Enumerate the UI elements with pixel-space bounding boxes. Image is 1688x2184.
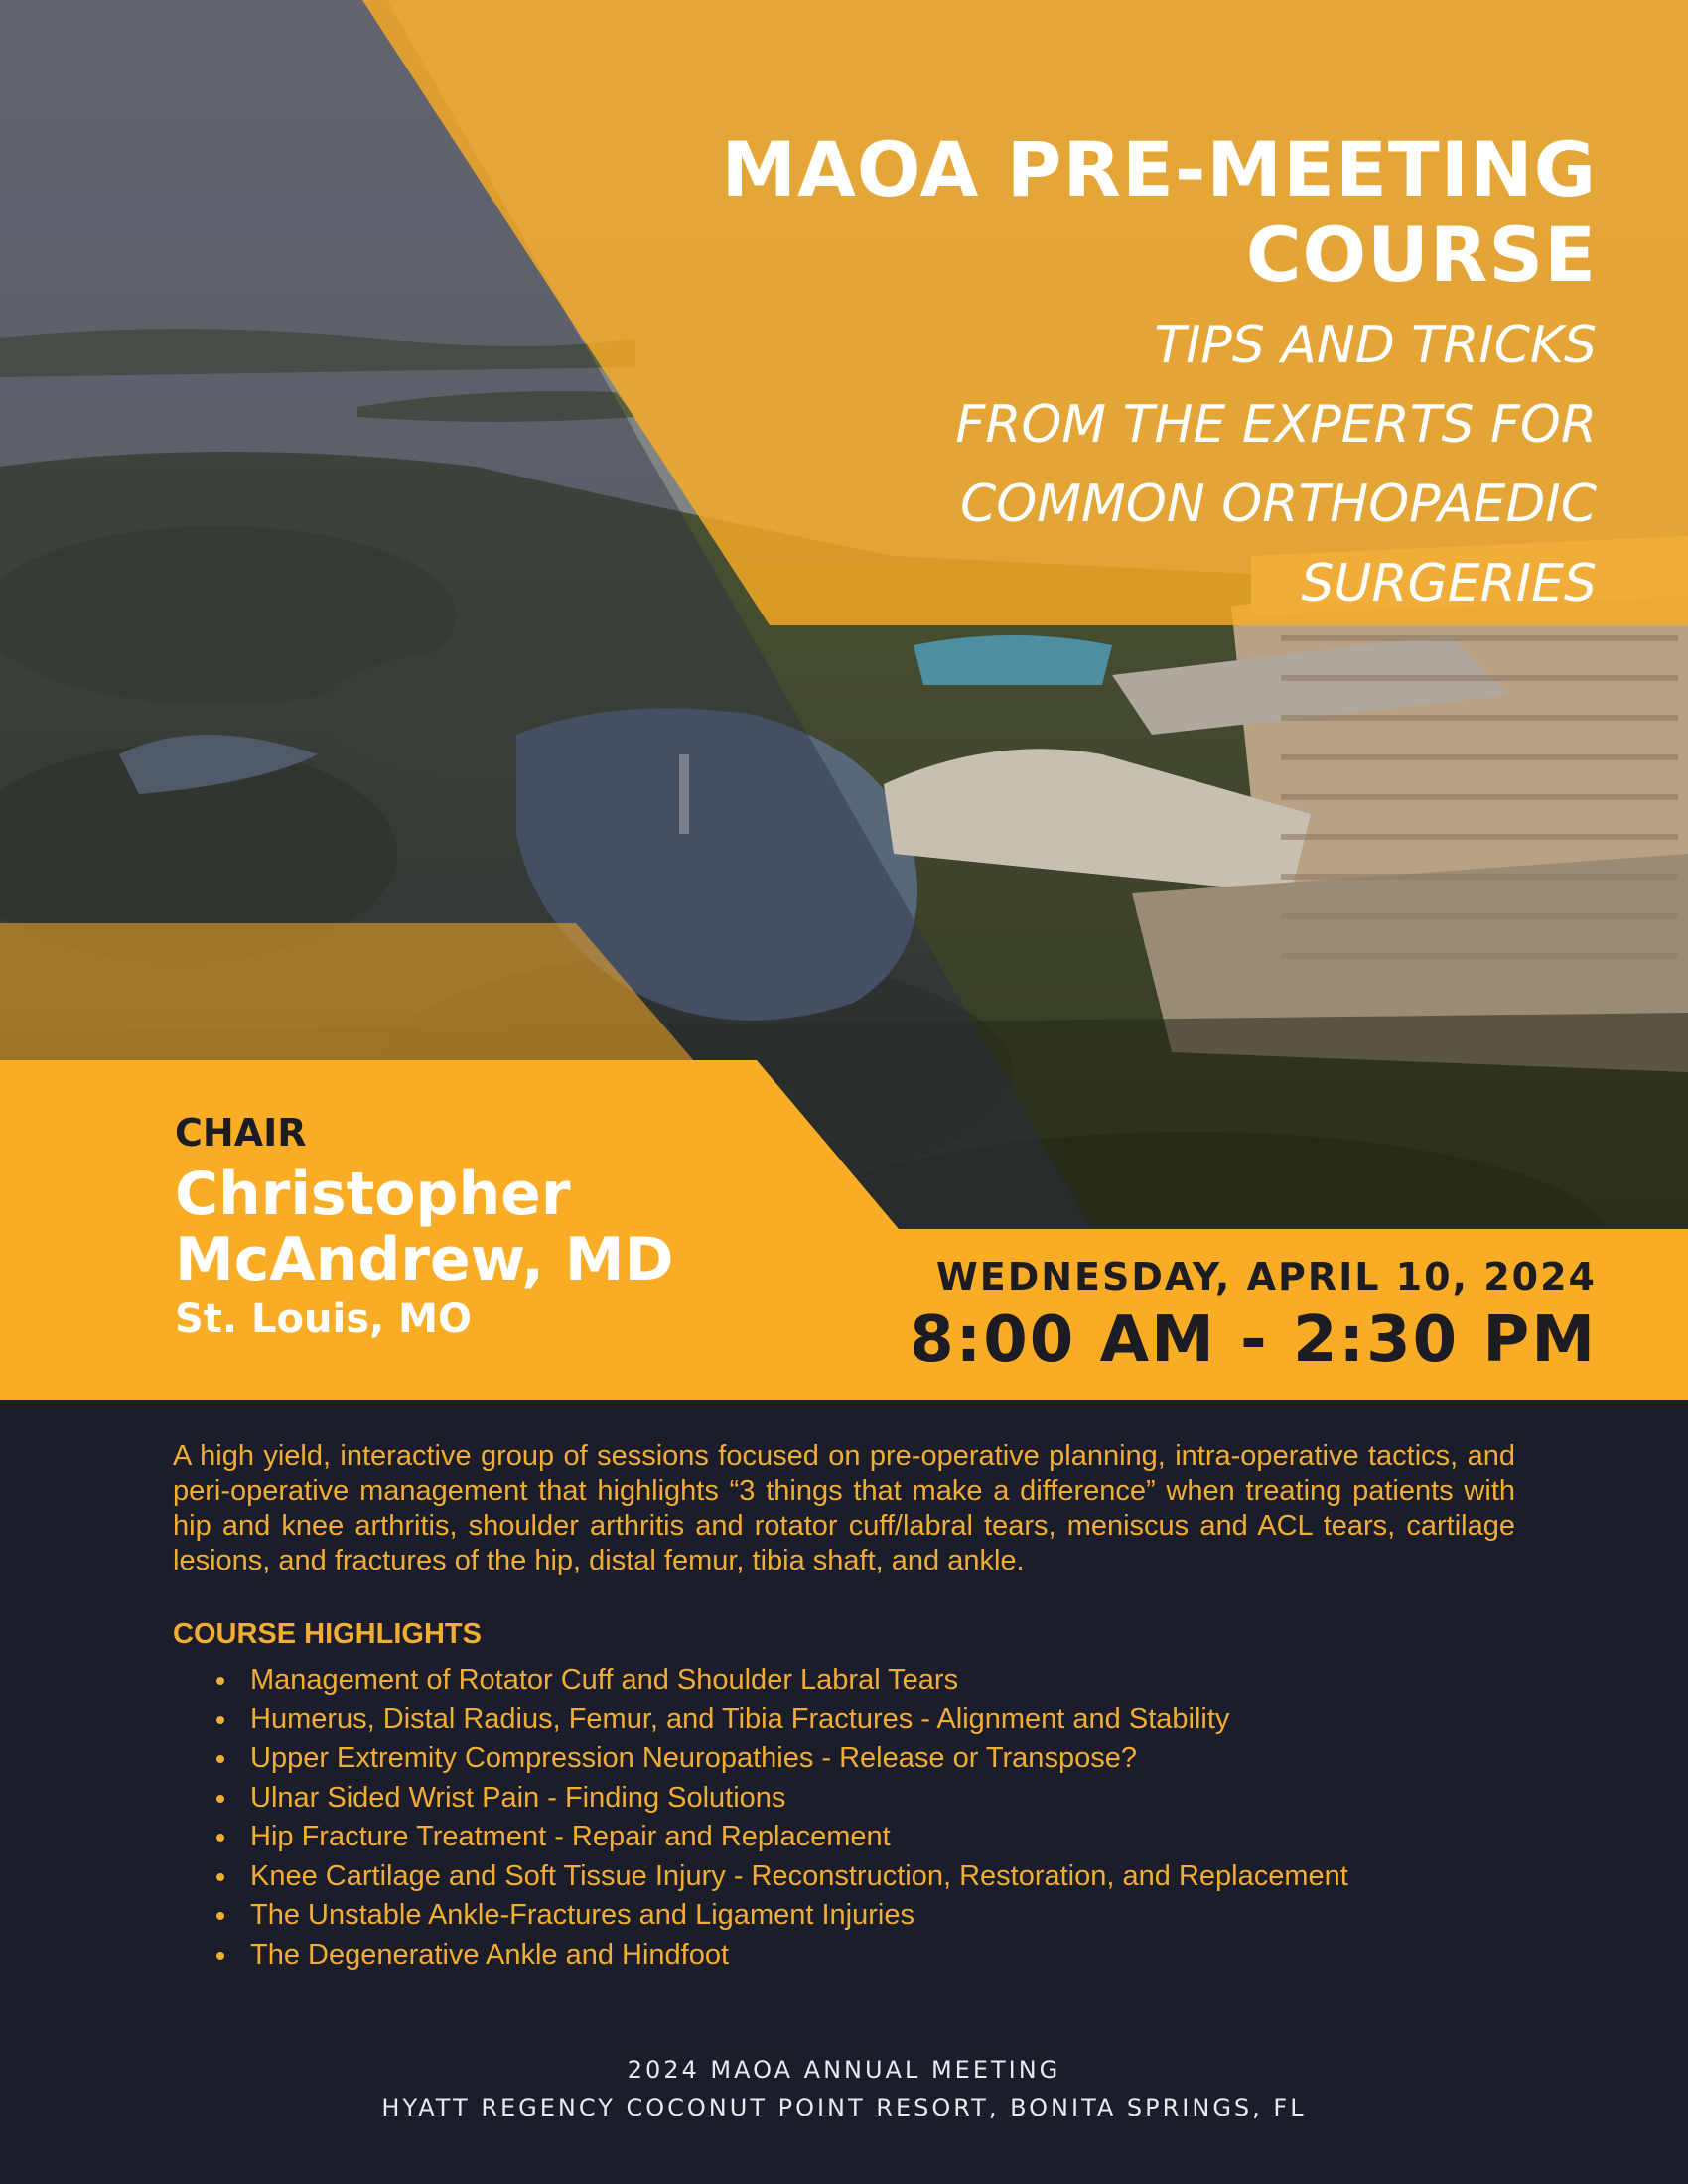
course-title-block <box>604 127 1597 623</box>
bullet-icon <box>216 1873 224 1881</box>
course-title-line: MAOA PRE-MEETING <box>721 125 1597 213</box>
chair-name-line: Christopher <box>175 1160 571 1229</box>
highlights-list <box>173 1661 1515 1975</box>
highlight-text: Humerus, Distal Radius, Femur, and Tibia Fractures - Alignment and Stability <box>250 1703 1230 1735</box>
event-date: WEDNESDAY, APRIL 10, 2024 <box>935 1255 1597 1298</box>
bullet-icon <box>216 1912 224 1920</box>
list-item <box>216 1896 1515 1936</box>
course-subtitle <box>604 306 1597 623</box>
course-subtitle-line: TIPS AND TRICKS <box>1154 316 1597 375</box>
course-subtitle-line: SURGERIES <box>1301 554 1597 614</box>
course-subtitle-line: COMMON ORTHOPAEDIC <box>959 475 1597 534</box>
highlight-text: Hip Fracture Treatment - Repair and Replacement <box>250 1821 891 1852</box>
list-item <box>216 1661 1515 1701</box>
list-item <box>216 1818 1515 1857</box>
footer-meeting-name: 2024 MAOA ANNUAL MEETING <box>627 2056 1061 2084</box>
course-title-line: COURSE <box>1245 210 1597 299</box>
footer <box>0 2051 1688 2126</box>
bullet-icon <box>216 1834 224 1842</box>
footer-venue: HYATT REGENCY COCONUT POINT RESORT, BONITA SPRINGS, FL <box>381 2094 1307 2121</box>
chair-label: CHAIR <box>175 1111 307 1155</box>
bullet-icon <box>216 1795 224 1803</box>
course-subtitle-line: FROM THE EXPERTS FOR <box>955 395 1597 455</box>
course-description: A high yield, interactive group of sessions focused on pre-operative planning, intra-operative tactics, and peri-operative management that highlights “3 things that make a difference” when treating patients with hip and knee arthritis, shoulder arthritis and rotator cuff/labral tears, meniscus and ACL tears, cartilage lesions, and fractures of the hip, distal femur, tibia shaft, and ankle. <box>173 1440 1515 1576</box>
bullet-icon <box>216 1952 224 1960</box>
chair-name-line: McAndrew, MD <box>175 1225 674 1295</box>
highlights-heading: COURSE HIGHLIGHTS <box>173 1618 482 1650</box>
bullet-icon <box>216 1755 224 1763</box>
course-title <box>604 127 1597 298</box>
schedule-info <box>910 1253 1597 1380</box>
list-item <box>216 1701 1515 1740</box>
list-item <box>216 1779 1515 1819</box>
list-item <box>216 1936 1515 1976</box>
highlight-text: Knee Cartilage and Soft Tissue Injury - Reconstruction, Restoration, and Replacement <box>250 1859 1348 1892</box>
event-time: 8:00 AM - 2:30 PM <box>910 1303 1597 1377</box>
highlight-text: The Unstable Ankle-Fractures and Ligament Injuries <box>250 1899 914 1931</box>
highlight-text: Management of Rotator Cuff and Shoulder Labral Tears <box>250 1664 959 1696</box>
chair-name <box>175 1161 673 1293</box>
highlight-text: Ulnar Sided Wrist Pain - Finding Solutions <box>250 1781 786 1814</box>
chair-location: St. Louis, MO <box>175 1297 472 1342</box>
course-details <box>173 1439 1515 1975</box>
bullet-icon <box>216 1677 224 1685</box>
list-item <box>216 1739 1515 1779</box>
bullet-icon <box>216 1716 224 1724</box>
chair-info <box>175 1110 673 1344</box>
list-item <box>216 1857 1515 1897</box>
highlight-text: Upper Extremity Compression Neuropathies - Release or Transpose? <box>250 1742 1137 1774</box>
highlight-text: The Degenerative Ankle and Hindfoot <box>250 1938 730 1971</box>
